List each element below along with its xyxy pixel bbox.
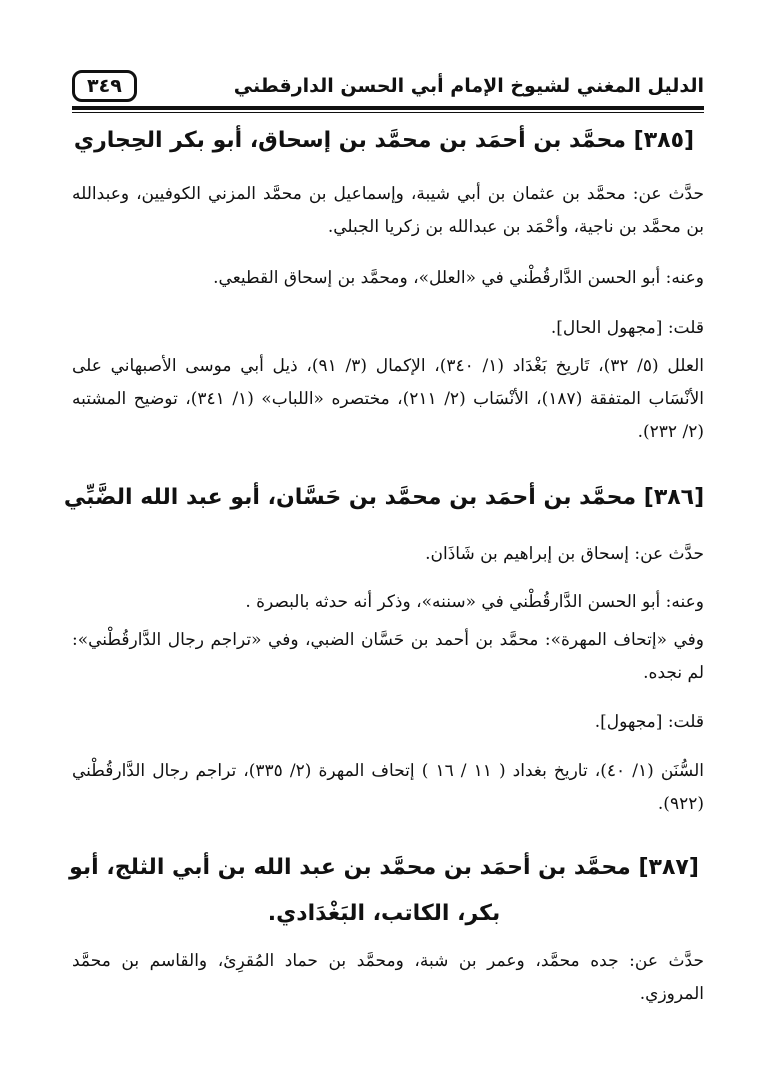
entry-heading: [٣٨٦] محمَّد بن أحمَد بن محمَّد بن حَسَّان، أبو عبد الله الضَّبِّي [63,485,705,510]
entry-sources: العلل (٥/ ٣٢)، تَاريخ بَغْدَاد (١/ ٣٤٠)، الإكمال (٣/ ٩١)، ذيل أبي موسى الأصبهاني على الأنْسَاب المتفقة (١٨٧)، الأنْسَاب (٢/ ٢١١)، مختصره «اللباب» (١/ ٣٤١)، توضيح المشتبه (٢/ ٢٣٢). [72,356,704,442]
entry-teachers: حدَّث عن: إسحاق بن إبراهيم بن شَاذَان. [425,544,704,564]
running-title: الدليل المغني لشيوخ الإمام أبي الحسن الدارقطني [233,75,704,97]
entry-verdict: قلت: [مجهول الحال]. [550,318,704,338]
header-rule-thin [72,112,704,113]
entry-sources: السُّنَن (١/ ٤٠)، تاريخ بغداد ( ١١ / ١٦ ) إتحاف المهرة (٢/ ٣٣٥)، تراجم رجال الدَّارقُطْني (٩٢٢). [72,761,704,814]
entry-students: وعنه: أبو الحسن الدَّارقُطْني في «سننه»، وذكر أنه حدثه بالبصرة . [245,592,704,612]
page-header [72,64,704,108]
entry-teachers: حدَّث عن: جده محمَّد، وعمر بن شبة، ومحمَّد بن حماد المُقرِئ، والقاسم بن محمَّد المروزي. [72,951,704,1004]
entry-verdict: قلت: [مجهول]. [594,712,704,732]
entry-students: وعنه: أبو الحسن الدَّارقُطْني في «العلل»، ومحمَّد بن إسحاق القطيعي. [213,268,704,288]
page-number: ٣٤٩ [72,70,137,102]
entry-heading: [٣٨٥] محمَّد بن أحمَد بن محمَّد بن إسحاق، أبو بكر الحِجاري [73,128,695,153]
entry-heading: [٣٨٧] محمَّد بن أحمَد بن محمَّد بن عبد الله بن أبي الثلج، أبو بكر، الكاتب، البَغْدَادي. [69,855,699,926]
entry-teachers: حدَّث عن: محمَّد بن عثمان بن أبي شيبة، وإسماعيل بن محمَّد المزني الكوفيين، وعبدالله بن محمَّد بن ناجية، وأحْمَد بن عبدالله بن زكريا الجبلي. [72,184,704,237]
entry-note: وفي «إتحاف المهرة»: محمَّد بن أحمد بن حَسَّان الضبي، وفي «تراجم رجال الدَّارقُطْني»: لم نجده. [72,630,704,683]
header-rule-thick [72,106,704,110]
